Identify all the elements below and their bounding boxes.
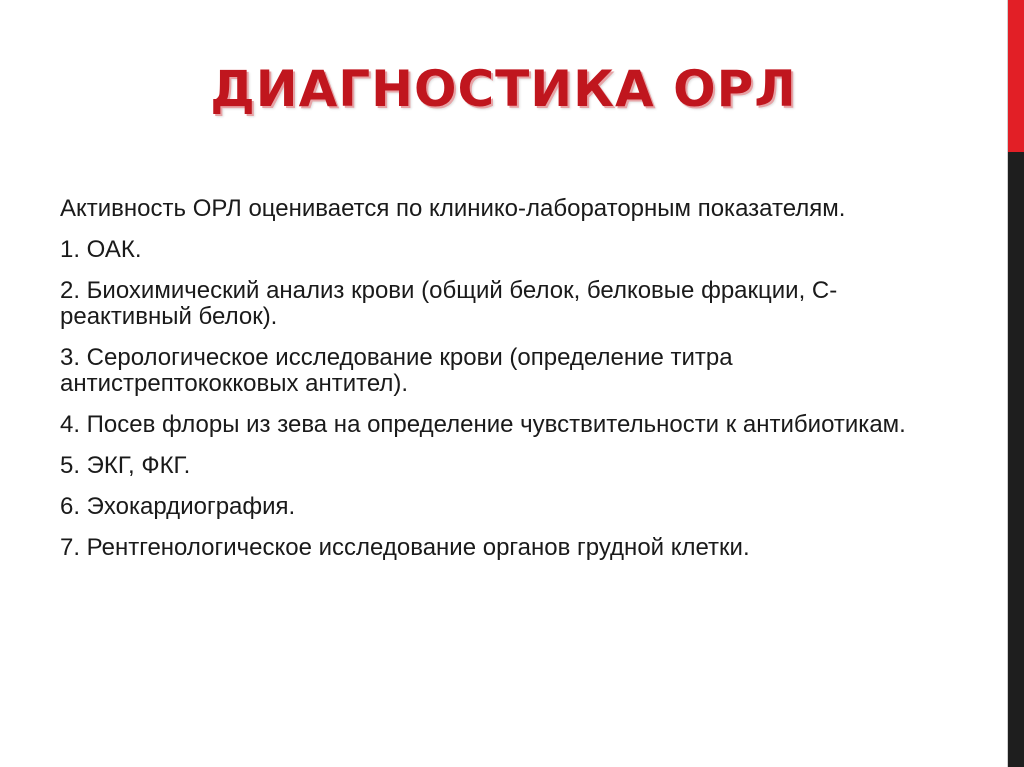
list-item-7: 7. Рентгенологическое исследование органов грудной клетки. bbox=[60, 534, 750, 561]
intro-paragraph: Активность ОРЛ оценивается по клинико-лабораторным показателям. bbox=[60, 195, 846, 222]
list-item-6: 6. Эхокардиография. bbox=[60, 493, 296, 520]
accent-bar-dark bbox=[1008, 152, 1024, 767]
list-item-1: 1. ОАК. bbox=[60, 236, 142, 263]
accent-bar-red bbox=[1008, 0, 1024, 152]
list-item-2: 2. Биохимический анализ крови (общий белок, белковые фракции, С-реактивный белок). bbox=[60, 277, 838, 330]
list-item-3: 3. Серологическое исследование крови (определение титра антистрептококковых антител). bbox=[60, 344, 733, 397]
slide-body bbox=[60, 196, 940, 576]
list-item-5: 5. ЭКГ, ФКГ. bbox=[60, 452, 191, 479]
slide-title: ДИАГНОСТИКА ОРЛ bbox=[210, 60, 797, 118]
list-item-4: 4. Посев флоры из зева на определение чувствительности к антибиотикам. bbox=[60, 411, 906, 438]
